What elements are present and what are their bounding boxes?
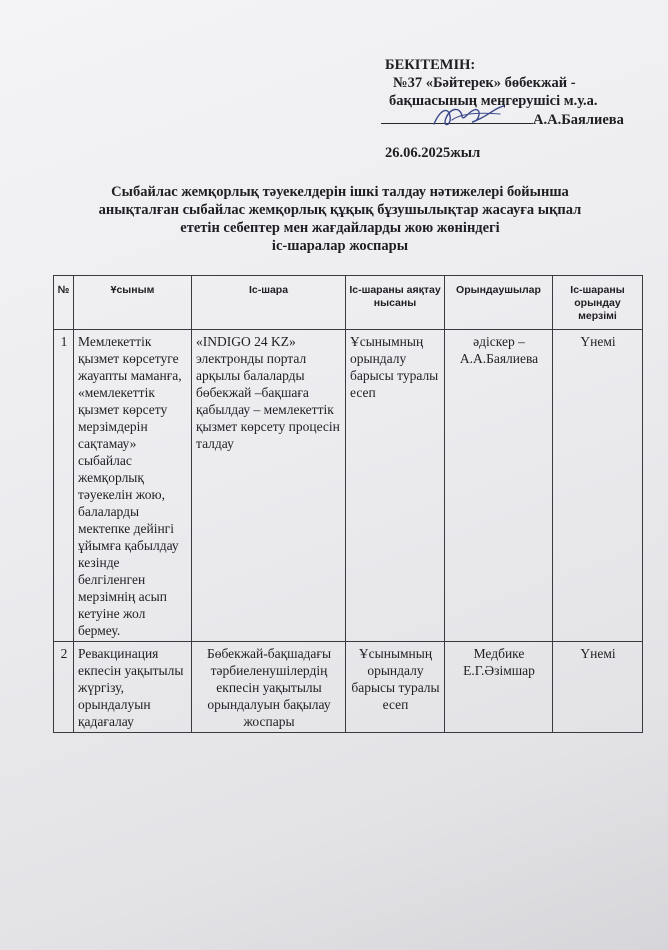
row-activity: «INDIGO 24 KZ» электронды портал арқылы балаларды бөбекжай –бақшаға қабылдау – мемлекеттік қызмет көрсету процесін талдау	[192, 330, 346, 642]
header-deadline: Іс-шараны орындау мерзімі	[553, 276, 643, 330]
row-deadline: Үнемі	[553, 642, 643, 733]
header-completion-form: Іс-шараны аяқтау нысаны	[346, 276, 445, 330]
table-header-row	[54, 276, 643, 330]
row-executors: әдіскер – А.А.Баялиева	[445, 330, 553, 642]
approval-date: 26.06.2025жыл	[385, 145, 481, 161]
handwritten-signature	[430, 100, 510, 134]
title-line-4: іс-шаралар жоспары	[271, 238, 409, 254]
row-number: 1	[54, 330, 74, 642]
approval-block	[385, 56, 655, 162]
header-number: №	[54, 276, 74, 330]
table-row	[54, 642, 643, 733]
approval-line-1: №37 «Бәйтерек» бөбекжай -	[393, 75, 576, 91]
header-executors: Орындаушылар	[445, 276, 553, 330]
row-number: 2	[54, 642, 74, 733]
title-line-3: ететін себептер мен жағдайларды жою жөніндегі	[180, 220, 500, 236]
row-completion-form: Ұсынымның орындалу барысы туралы есеп	[346, 330, 445, 642]
document-title	[60, 183, 620, 255]
row-activity: Бөбекжай-бақшадағы тәрбиеленушілердің екпесін уақытылы орындалуын бақылау жоспары	[192, 642, 346, 733]
row-recommendation: Мемлекеттік қызмет көрсетуге жауапты маманға, «мемлекеттік қызмет көрсету мерзімдерін сақтамау» сыбайлас жемқорлық тәуекелін жою, балаларды мектепке дейінгі ұйымға қабылдау кезінде белгіленген мерзімнің асып кетуіне жол бермеу.	[74, 330, 192, 642]
approval-signature-line	[385, 111, 655, 129]
row-deadline: Үнемі	[553, 330, 643, 642]
table-row	[54, 330, 643, 642]
approval-heading: БЕКІТЕМІН:	[385, 57, 476, 73]
approval-line-2: бақшасының меңгерушісі м.у.а.	[389, 93, 598, 109]
approval-signer: А.А.Баялиева	[533, 112, 624, 128]
row-completion-form: Ұсынымның орындалу барысы туралы есеп	[346, 642, 445, 733]
action-plan-table	[53, 275, 643, 733]
title-line-2: анықталған сыбайлас жемқорлық құқық бұзушылықтар жасауға ықпал	[98, 202, 582, 218]
header-recommendation: Ұсыным	[74, 276, 192, 330]
row-executors: Медбике Е.Г.Әзімшар	[445, 642, 553, 733]
title-line-1: Сыбайлас жемқорлық тәуекелдерін ішкі талдау нәтижелері бойынша	[111, 184, 569, 200]
row-recommendation: Ревакцинация екпесін уақытылы жүргізу, орындалуын қадағалау	[74, 642, 192, 733]
header-activity: Іс-шара	[192, 276, 346, 330]
